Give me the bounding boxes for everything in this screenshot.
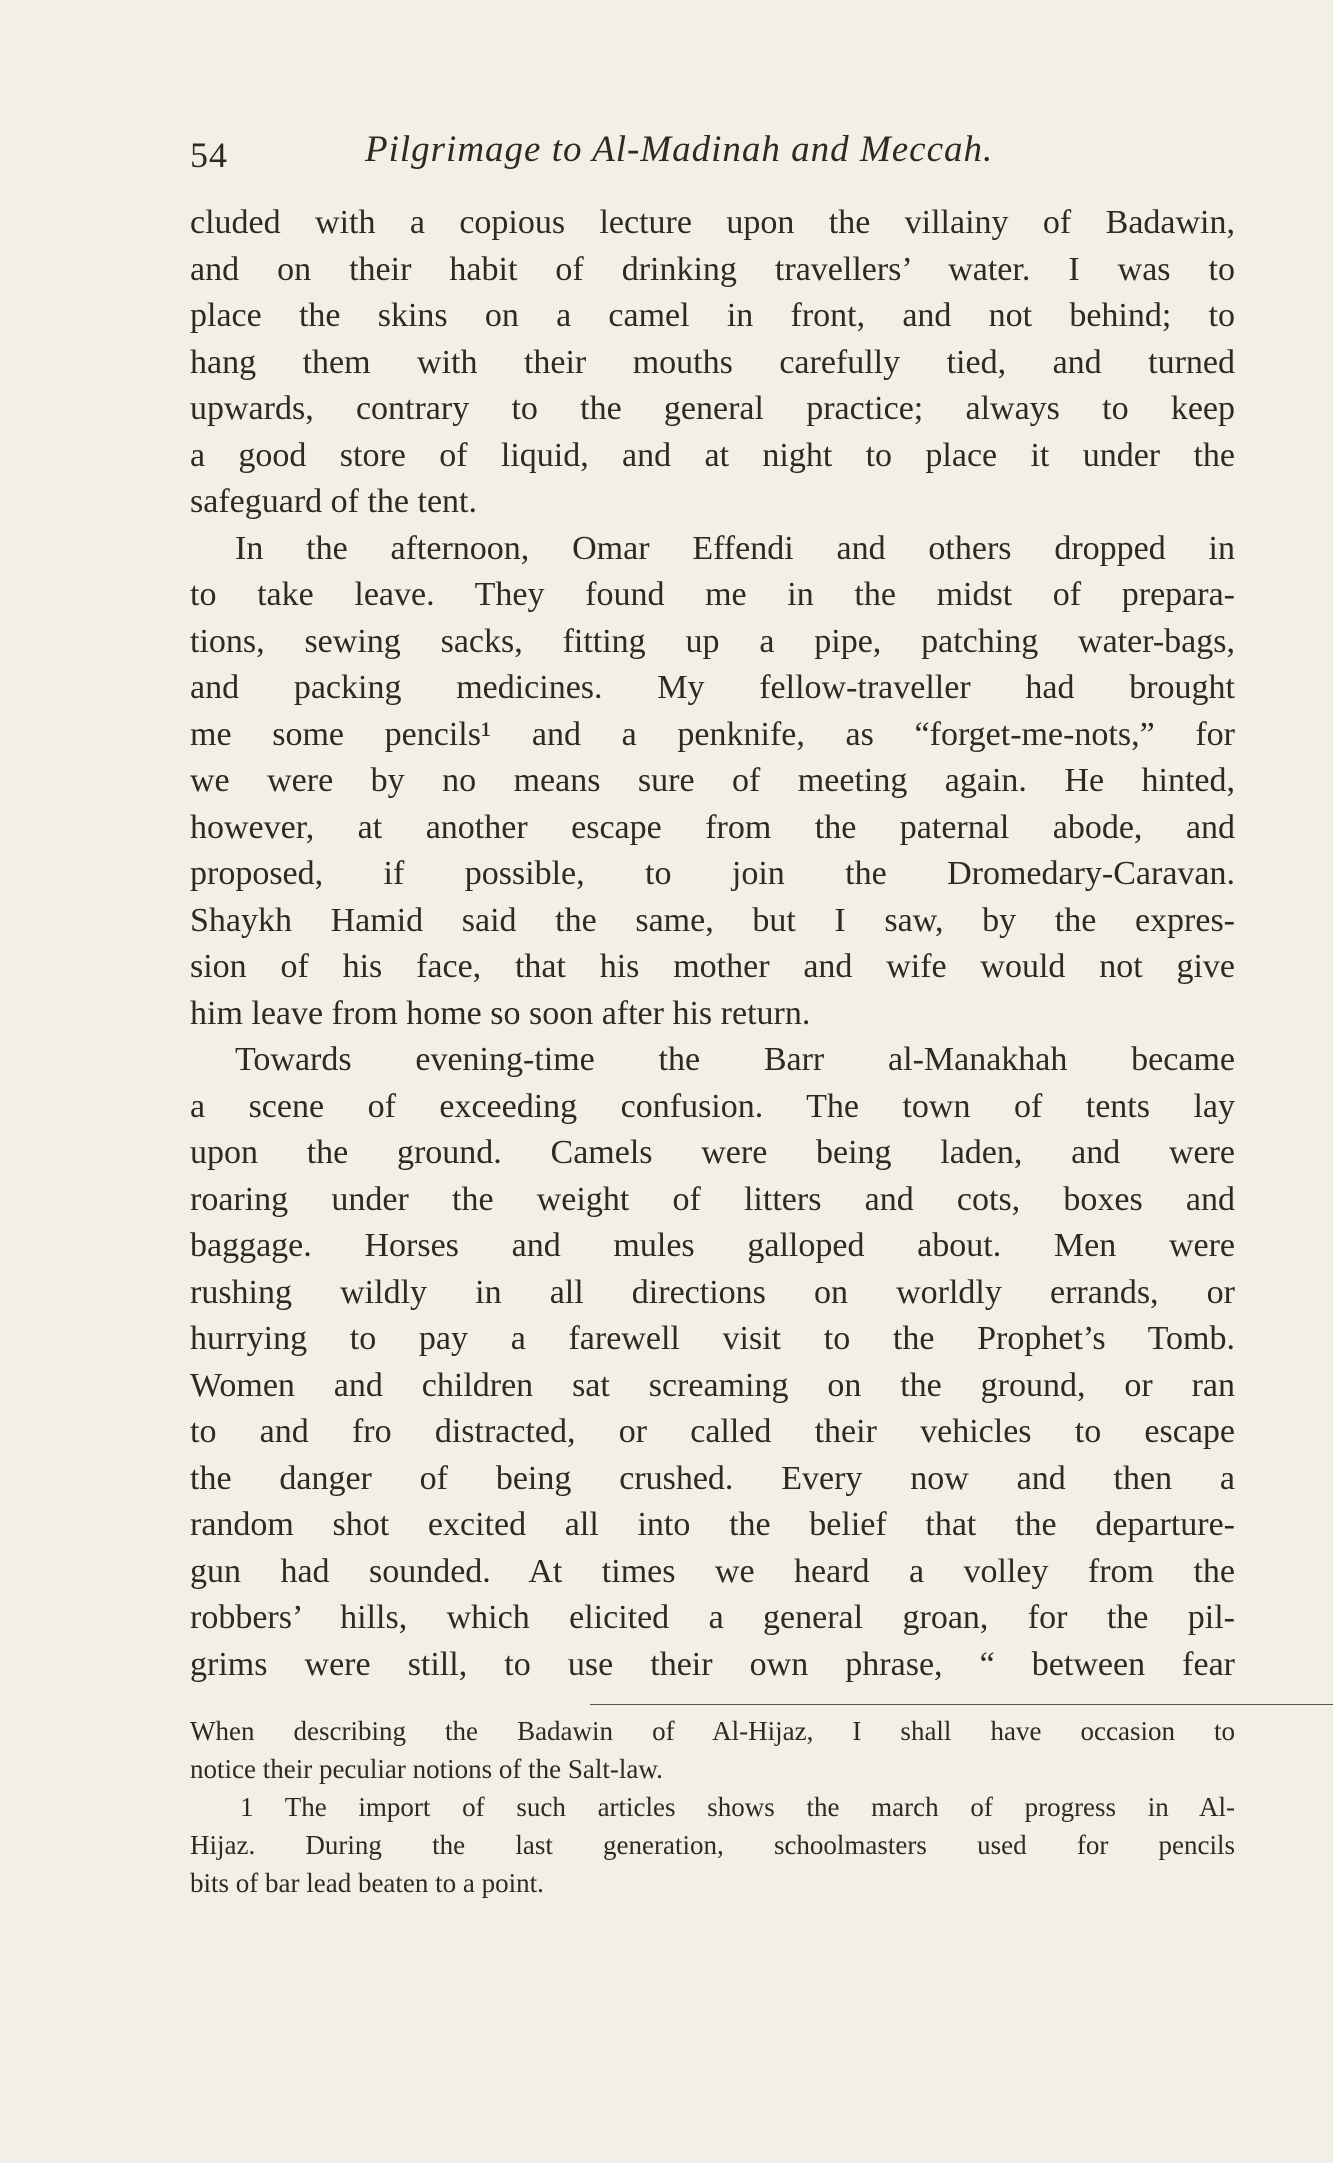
text-line: me some pencils¹ and a penknife, as “forget-me-nots,” for bbox=[190, 715, 1235, 753]
text-line: rushing wildly in all directions on worldly errands, or bbox=[190, 1273, 1235, 1311]
text-line: sion of his face, that his mother and wife would not give bbox=[190, 948, 1235, 985]
footnote-line: notice their peculiar notions of the Salt-law. bbox=[190, 1754, 663, 1784]
text-line: however, at another escape from the paternal abode, and bbox=[190, 808, 1235, 846]
text-line: random shot excited all into the belief that the departure- bbox=[190, 1506, 1235, 1543]
text-line: Women and children sat screaming on the ground, or ran bbox=[190, 1366, 1235, 1404]
text-line: In the afternoon, Omar Effendi and others dropped in bbox=[235, 529, 1235, 567]
footnotes bbox=[190, 1712, 1235, 1902]
text-line: baggage. Horses and mules galloped about. Men were bbox=[190, 1227, 1235, 1264]
text-line: a scene of exceeding confusion. The town of tents lay bbox=[190, 1087, 1235, 1125]
footnote-line: Hijaz. During the last generation, schoolmasters used for pencils bbox=[190, 1830, 1235, 1860]
running-title: Pilgrimage to Al-Madinah and Meccah. bbox=[365, 129, 994, 170]
text-line: proposed, if possible, to join the Dromedary-Caravan. bbox=[190, 855, 1235, 892]
text-line: robbers’ hills, which elicited a general groan, for the pil- bbox=[190, 1599, 1235, 1636]
text-line: roaring under the weight of litters and cots, boxes and bbox=[190, 1180, 1235, 1218]
text-line: a good store of liquid, and at night to place it under the bbox=[190, 436, 1235, 474]
text-line: hurrying to pay a farewell visit to the Prophet’s Tomb. bbox=[190, 1320, 1235, 1357]
text-line: Towards evening-time the Barr al-Manakhah became bbox=[235, 1041, 1235, 1078]
body-text bbox=[190, 200, 1235, 1688]
text-line: cluded with a copious lecture upon the villainy of Badawin, bbox=[190, 204, 1235, 241]
footnote-line: When describing the Badawin of Al-Hijaz, I shall have occasion to bbox=[190, 1716, 1235, 1746]
footnote-line: bits of bar lead beaten to a point. bbox=[190, 1868, 544, 1898]
text-line: upon the ground. Camels were being laden, and were bbox=[190, 1134, 1235, 1171]
footnote-divider bbox=[590, 1704, 1333, 1705]
text-line: the danger of being crushed. Every now and then a bbox=[190, 1459, 1235, 1497]
text-line: hang them with their mouths carefully tied, and turned bbox=[190, 343, 1235, 381]
footnote-line: 1 The import of such articles shows the march of progress in Al- bbox=[240, 1792, 1235, 1822]
text-line: and packing medicines. My fellow-traveller had brought bbox=[190, 669, 1235, 706]
text-line: we were by no means sure of meeting again. He hinted, bbox=[190, 762, 1235, 799]
text-line: place the skins on a camel in front, and not behind; to bbox=[190, 297, 1235, 334]
text-line: grims were still, to use their own phrase, “ between fear bbox=[190, 1645, 1235, 1683]
text-line: safeguard of the tent. bbox=[190, 483, 477, 520]
text-line: to and fro distracted, or called their vehicles to escape bbox=[190, 1413, 1235, 1450]
text-line: gun had sounded. At times we heard a volley from the bbox=[190, 1552, 1235, 1590]
text-line: and on their habit of drinking travellers’ water. I was to bbox=[190, 250, 1235, 288]
text-line: to take leave. They found me in the midst of prepara- bbox=[190, 576, 1235, 613]
text-line: him leave from home so soon after his return. bbox=[190, 994, 811, 1032]
text-line: Shaykh Hamid said the same, but I saw, by the expres- bbox=[190, 901, 1235, 939]
text-line: tions, sewing sacks, fitting up a pipe, patching water-bags, bbox=[190, 622, 1235, 660]
text-line: upwards, contrary to the general practice; always to keep bbox=[190, 390, 1235, 427]
page-number: 54 bbox=[190, 135, 228, 175]
page-header bbox=[190, 128, 1240, 188]
